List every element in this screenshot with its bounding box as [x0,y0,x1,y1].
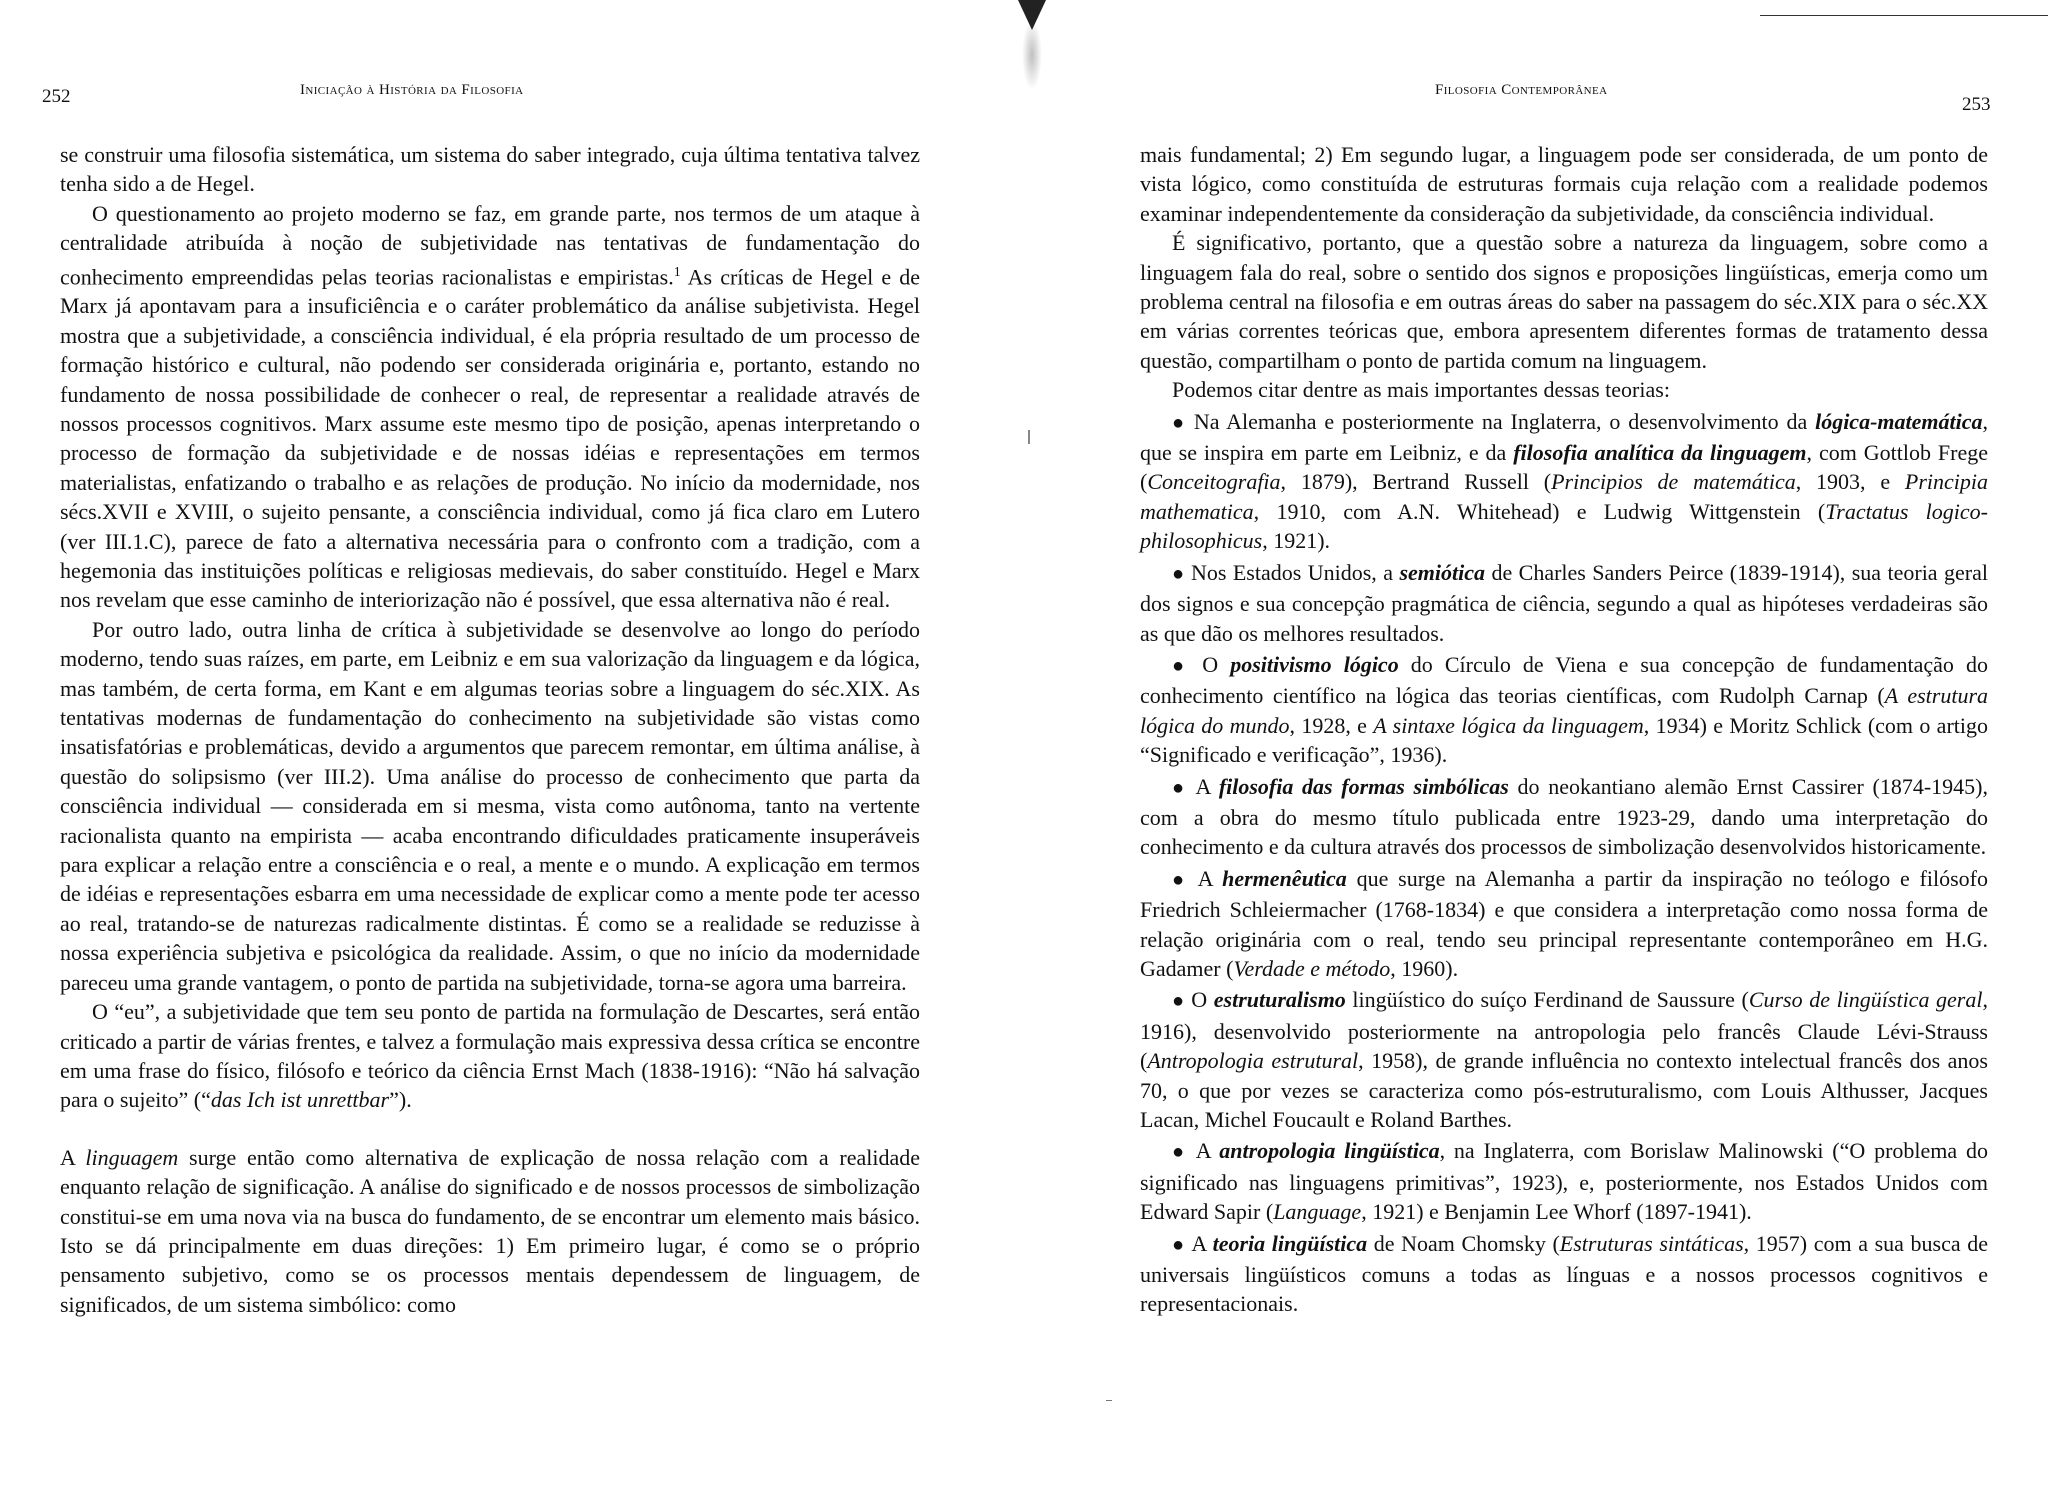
theory-item-text: A [1197,865,1223,891]
work-title: Principios de matemática [1551,469,1796,495]
theory-item [1140,650,1988,770]
theory-item-text: , 1958), de grande influência no contexto intelectual francês dos anos 70, o que por vezes se caracteriza como pós-estruturalismo, com Louis Althusser, Jacques Lacan, Michel Foucault e Roland Barthes. [1140,1048,1988,1132]
theory-item [1140,1229,1988,1319]
bullet-icon: ● [1172,562,1191,585]
linguagem-italic: linguagem [85,1144,179,1170]
theory-item-text: , 1916), desenvolvido posteriormente na antropologia pelo francês Claude Lévi-Strauss ( [1140,987,1988,1074]
paragraph-2-text: O questionamento ao projeto moderno se faz, em grande parte, nos termos de um ataque à centralidade atribuída à noção de subjetividade nas tentativas de fundamentação do conhecimento empreendidas pelas teorias racionalistas e empiristas. [60,200,920,289]
theory-item-text: , na Inglaterra, com Borislaw Malinowski (“O problema do significado nas linguagens primitivas”, 1923), e, posteriormente, nos Estados Unidos com Edward Sapir ( [1140,1138,1988,1225]
quote-italic: das Ich ist unrettbar [210,1087,390,1113]
bullet-icon: ● [1172,1233,1192,1256]
theory-item-text: A [1195,1138,1220,1164]
work-title: Antropologia estrutural [1147,1048,1359,1074]
theory-item-text: O [1191,987,1214,1013]
theory-item-text: O [1202,651,1231,677]
right-page [1050,0,2048,1491]
paragraph-2-text-cont: As críticas de Hegel e de Marx já apontavam para a insuficiência e o caráter problemático da análise subjetivista. Hegel mostra que a subjetividade, a consciência individual, é ela própria resultado de um processo de formação histórico e cultural, não podendo ser considerada originária e, portanto, estando no fundamento de nossa possibilidade de conhecer o real, de representar a realidade através de nossos processos cognitivos. Marx assume este mesmo tipo de posição, apenas interpretando o processo de formação da subjetividade e de nossas idéias e representações em termos materialistas, enfatizando o trabalho e as relações de produção. No início da modernidade, nos sécs.XVII e XVIII, o sujeito pensante, a consciência individual, como já fica claro em Lutero (ver III.1.C), parece de fato a alternativa necessária para o confronto com a tradição, com a hegemonia das instituições políticas e religiosas medievais, do saber constituído. Hegel e Marx nos revelam que esse caminho de interiorização não é possível, que essa alternativa não é real. [60,263,921,613]
intro-paragraph-3: Podemos citar dentre as mais importantes dessas teorias: [1172,377,1670,403]
theory-item-text: lingüístico do suíço Ferdinand de Saussure ( [1345,987,1749,1013]
page-number-right: 253 [1962,94,1991,115]
paragraph-3 [60,615,920,997]
binding-shadow [1022,20,1042,90]
theory-item [1140,864,1988,984]
theory-term: lógica-matemática [1815,408,1983,434]
theory-item-text: , 1879), Bertrand Russell ( [1280,469,1552,495]
paragraph-2 [60,199,920,615]
theory-term: hermenêutica [1222,865,1347,891]
theory-item-text: , 1921) e Benjamin Lee Whorf (1897-1941). [1361,1199,1752,1225]
left-page-text [60,140,920,1319]
theory-list [1140,407,1988,1319]
left-page [0,0,1000,1491]
theory-item-text: do neokantiano alemão Ernst Cassirer (1874-1945), com a obra do mesmo título publicada entre 1923-29, dando uma interpretação do conhecimento e da cultura através dos processos de simbolização desenvolvidos historicamente. [1140,773,1988,860]
work-title: Curso de lingüística geral [1748,987,1983,1013]
theory-item [1140,407,1988,556]
spine-mark [1028,430,1030,444]
theory-term: semiótica [1399,559,1485,585]
work-title: Verdade e método [1233,955,1391,981]
page-number-left: 252 [42,86,71,107]
theory-item-text: A [1191,1230,1213,1256]
theory-item-text: de Charles Sanders Peirce (1839-1914), sua teoria geral dos signos e sua concepção pragmática de ciência, segundo a qual as hipóteses verdadeiras são as que dão os melhores resultados. [1140,559,1988,646]
footnote-marker[interactable]: 1 [673,264,681,280]
work-title: Tractatus logico-philosophicus [1140,498,1988,554]
theory-item [1140,558,1988,648]
bullet-icon: ● [1172,1141,1196,1164]
theory-item-text: , com Gottlob Frege ( [1140,440,1988,495]
paragraph-5 [60,1143,920,1319]
bullet-icon: ● [1172,868,1198,891]
theory-item-text: , 1934) e Moritz Schlick (com o artigo “Significado e verificação”, 1936). [1140,712,1988,768]
theory-item-text: do Círculo de Viena e sua concepção de fundamentação do conhecimento científico na lógica das teorias científicas, com Rudolph Carnap ( [1140,651,1988,709]
paragraph-1-text: se construir uma filosofia sistemática, um sistema do saber integrado, cuja última tentativa talvez tenha sido a de Hegel. [60,142,920,197]
theory-item [1140,985,1988,1134]
running-head-right: Filosofia Contemporânea [1435,82,1608,98]
work-title: Estruturas sintáticas [1559,1230,1744,1256]
theory-item-text: , 1921). [1262,528,1331,554]
theory-term: teoria lingüística [1212,1230,1368,1256]
work-title: Language [1273,1199,1362,1225]
theory-item-text: Na Alemanha e posteriormente na Inglaterra, o desenvolvimento da [1193,408,1816,434]
theory-term: filosofia analítica da linguagem [1513,440,1807,466]
theory-item-text: Nos Estados Unidos, a [1190,559,1400,585]
theory-item-text: A [1195,773,1219,799]
theory-item-text: de Noam Chomsky ( [1367,1230,1560,1256]
paragraph-3-text: Por outro lado, outra linha de crítica à subjetividade se desenvolve ao longo do período moderno, tendo suas raízes, em parte, em Leibniz e em sua valorização da linguagem e da lógica, mas também, de certa forma, em Kant e em algumas teorias sobre a linguagem do séc.XIX. As tentativas modernas de fundamentação do conhecimento na subjetividade são vistas como insatisfatórias e problemáticas, devido a argumentos que parecem remontar, em última análise, à questão do solipsismo (ver III.2). Uma análise do processo de conhecimento que parta da consciência individual — considerada em si mesma, vista como autônoma, tanto na vertente racionalista quanto na empirista — acaba encontrando dificuldades praticamente insuperáveis para explicar a relação entre a consciência e o real, a mente e o mundo. A explicação em termos de idéias e representações esbarra em uma necessidade de explicar como a mente pode ter acesso ao real, tratando-se de naturezas radicalmente distintas. É como se a realidade se reduzisse à nossa experiência subjetiva e psicológica da realidade. Assim, o que no início da modernidade pareceu uma grande vantagem, o ponto de partida na subjetividade, torna-se agora uma barreira. [60,616,920,995]
bullet-icon: ● [1172,411,1194,434]
bullet-icon: ● [1172,654,1203,677]
work-title: A estrutura lógica do mundo [1140,683,1989,738]
theory-item-text: , 1910, com A.N. Whitehead) e Ludwig Wittgenstein ( [1253,498,1826,524]
theory-term: filosofia das formas simbólicas [1218,773,1509,799]
theory-item-text: , que se inspira em parte em Leibniz, e da [1140,408,1988,466]
work-title: A sintaxe lógica da linguagem [1373,712,1644,738]
theory-item [1140,772,1988,862]
paragraph-4-text: O “eu”, a subjetividade que tem seu ponto de partida na formulação de Descartes, será então criticado a partir de várias frentes, e talvez a formulação mais expressiva dessa crítica se encontre em uma frase do físico, filósofo e teórico da ciência Ernst Mach (1838-1916): “Não há salvação para o sujeito” (“ [60,999,920,1113]
work-title: Principia mathematica [1140,469,1989,524]
theory-item-text: que surge na Alemanha a partir da inspiração no teólogo e filósofo Friedrich Schleiermacher (1768-1834) e que considera a interpretação como nossa forma de relação originária com o real, tendo seu principal representante contemporâneo em H.G. Gadamer ( [1140,865,1988,981]
paragraph-4 [60,997,920,1115]
running-head-left: Iniciação à História da Filosofia [300,82,524,98]
paragraph-5-text: surge então como alternativa de explicação de nossa relação com a realidade enquanto relação de significação. A análise do significado e de nossos processos de simbolização constitui-se em uma nova via na busca do fundamento, de se encontrar um elemento mais básico. Isto se dá principalmente em duas direções: 1) Em primeiro lugar, é como se o próprio pensamento subjetivo, como se os processos mentais dependessem de linguagem, de significados, de um sistema simbólico: como [60,1144,920,1317]
theory-term: positivismo lógico [1230,651,1399,677]
work-title: Conceitografia [1147,469,1281,495]
theory-item-text: , 1928, e [1289,712,1374,738]
bullet-icon: ● [1172,990,1192,1013]
intro-paragraph-2: É significativo, portanto, que a questão sobre a natureza da linguagem, sobre como a linguagem fala do real, sobre o sentido dos signos e proposições lingüísticas, emerja como um problema central na filosofia e em outras áreas do saber na passagem do séc.XIX para o séc.XX em várias correntes teóricas que, embora apresentem diferentes formas de tratamento dessa questão, compartilham o ponto de partida comum na linguagem. [1140,230,1988,373]
bullet-icon: ● [1172,776,1196,799]
paragraph-4-text-end: ”). [389,1087,412,1113]
theory-item-text: , 1960). [1390,955,1459,981]
intro-paragraph-1: mais fundamental; 2) Em segundo lugar, a linguagem pode ser considerada, de um ponto de vista lógico, como constituída de estruturas formais cuja relação com a realidade podemos examinar independentemente da consideração da subjetividade, da consciência individual. [1140,142,1988,226]
theory-term: estruturalismo [1213,987,1346,1013]
paragraph-1 [60,140,920,199]
theory-item [1140,1136,1988,1226]
theory-item-text: , 1903, e [1795,469,1905,495]
theory-item-text: , 1957) com a sua busca de universais lingüísticos comuns a todas as línguas e a nossos processos cognitivos e representacionais. [1140,1230,1988,1317]
theory-term: antropologia lingüística [1219,1138,1440,1164]
paragraph-5-pre: A [60,1144,86,1170]
right-page-text [1140,140,1988,1319]
